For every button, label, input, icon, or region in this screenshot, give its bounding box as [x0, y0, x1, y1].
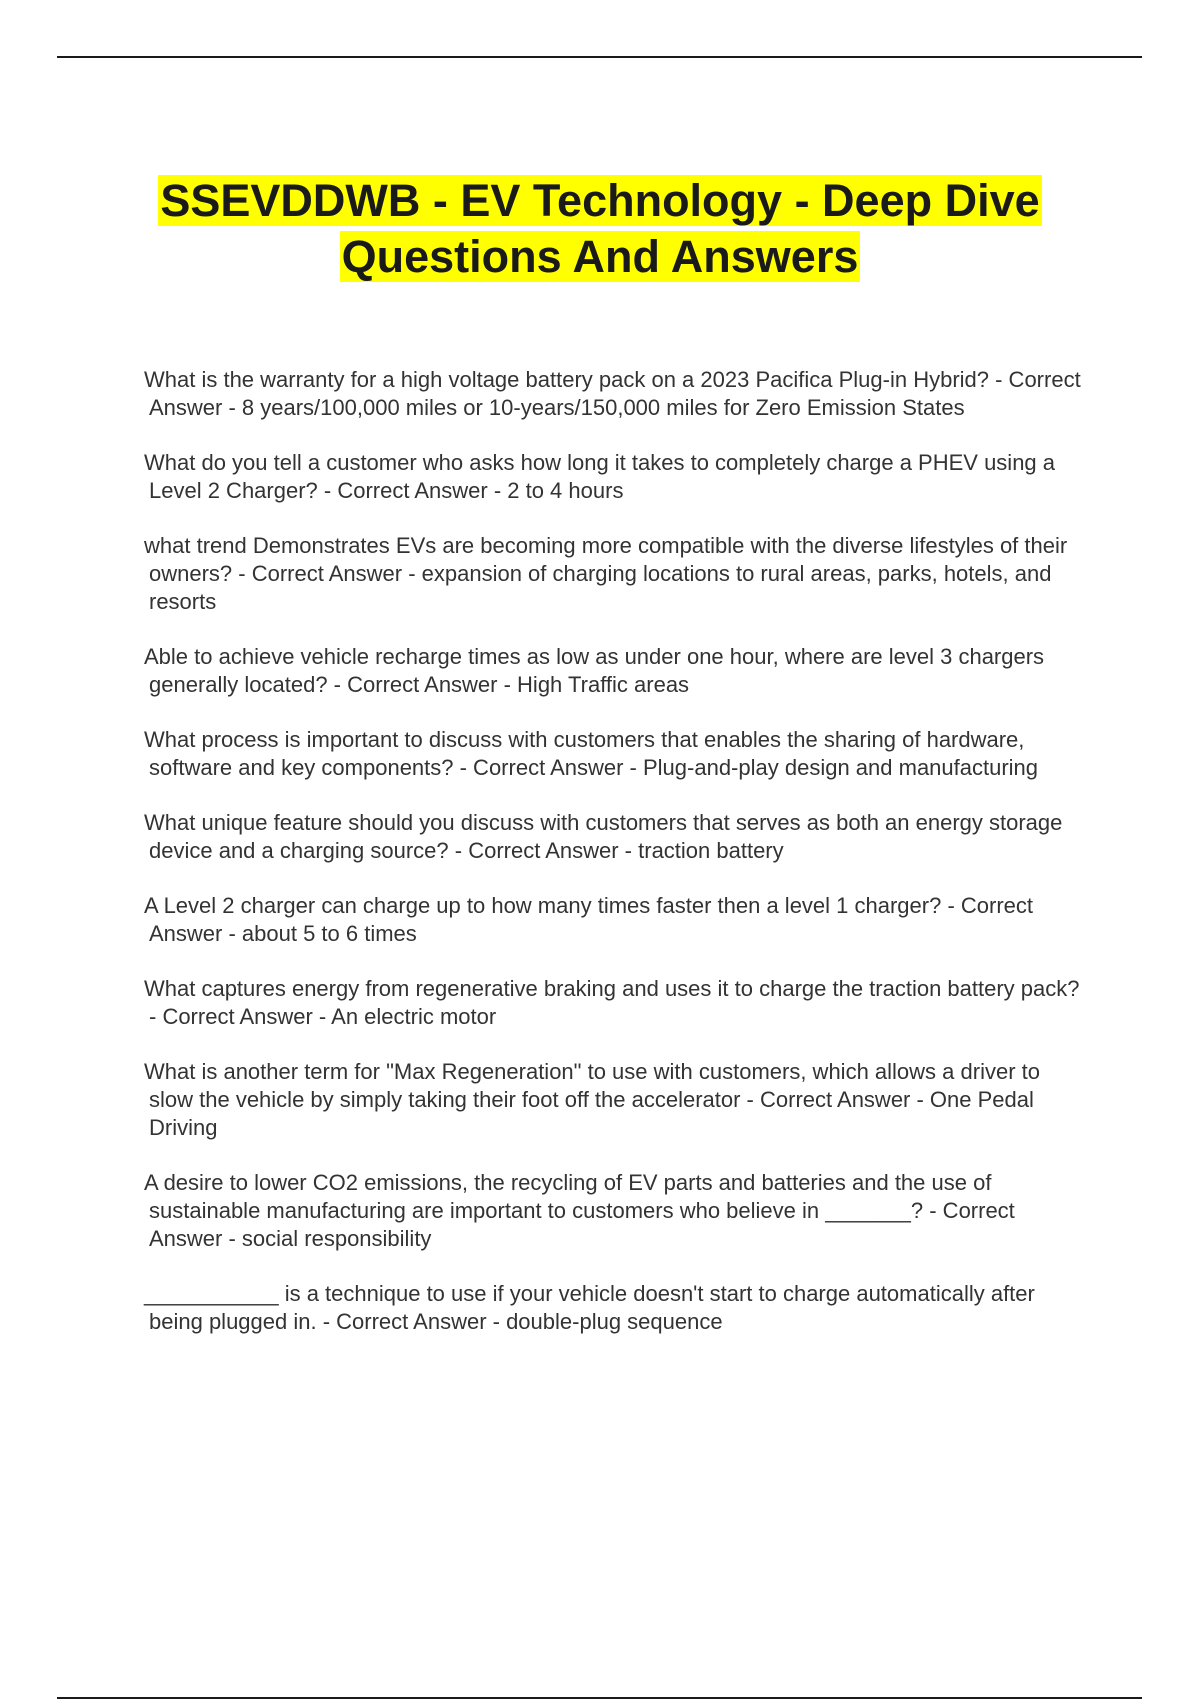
qa-item: ___________ is a technique to use if your vehicle doesn't start to charge automatically after being plugged in. - Correct Answer - double-plug sequence: [144, 1281, 1035, 1334]
document-title: [100, 173, 1100, 285]
bottom-rule: [57, 1697, 1142, 1699]
qa-item: What captures energy from regenerative braking and uses it to charge the traction battery pack? - Correct Answer - An electric motor: [144, 976, 1080, 1029]
qa-item: A Level 2 charger can charge up to how many times faster then a level 1 charger? - Correct Answer - about 5 to 6 times: [144, 893, 1034, 946]
qa-item: A desire to lower CO2 emissions, the recycling of EV parts and batteries and the use of sustainable manufacturing are important to customers who believe in _______? - Correct Answer - social responsibility: [144, 1170, 1015, 1251]
title-highlight: SSEVDDWB - EV Technology - Deep Dive Questions And Answers: [160, 175, 1040, 282]
qa-item: What do you tell a customer who asks how long it takes to completely charge a PHEV using a Level 2 Charger? - Correct Answer - 2 to 4 hours: [144, 450, 1056, 503]
qa-item: What unique feature should you discuss with customers that serves as both an energy storage device and a charging source? - Correct Answer - traction battery: [144, 810, 1063, 863]
qa-item: Able to achieve vehicle recharge times as low as under one hour, where are level 3 chargers generally located? - Correct Answer - High Traffic areas: [144, 644, 1045, 697]
qa-item: what trend Demonstrates EVs are becoming more compatible with the diverse lifestyles of their owners? - Correct Answer - expansion of charging locations to rural areas, parks, hotels, and resorts: [144, 533, 1068, 614]
qa-list: [144, 366, 1084, 1363]
qa-item: What process is important to discuss with customers that enables the sharing of hardware, software and key components? - Correct Answer - Plug-and-play design and manufacturing: [144, 727, 1039, 780]
qa-item: What is the warranty for a high voltage battery pack on a 2023 Pacifica Plug-in Hybrid? - Correct Answer - 8 years/100,000 miles or 10-years/150,000 miles for Zero Emission States: [144, 367, 1081, 420]
qa-item: What is another term for "Max Regeneration" to use with customers, which allows a driver to slow the vehicle by simply taking their foot off the accelerator - Correct Answer - One Pedal Driving: [144, 1059, 1040, 1140]
top-rule: [57, 56, 1142, 58]
title-block: [100, 173, 1100, 285]
